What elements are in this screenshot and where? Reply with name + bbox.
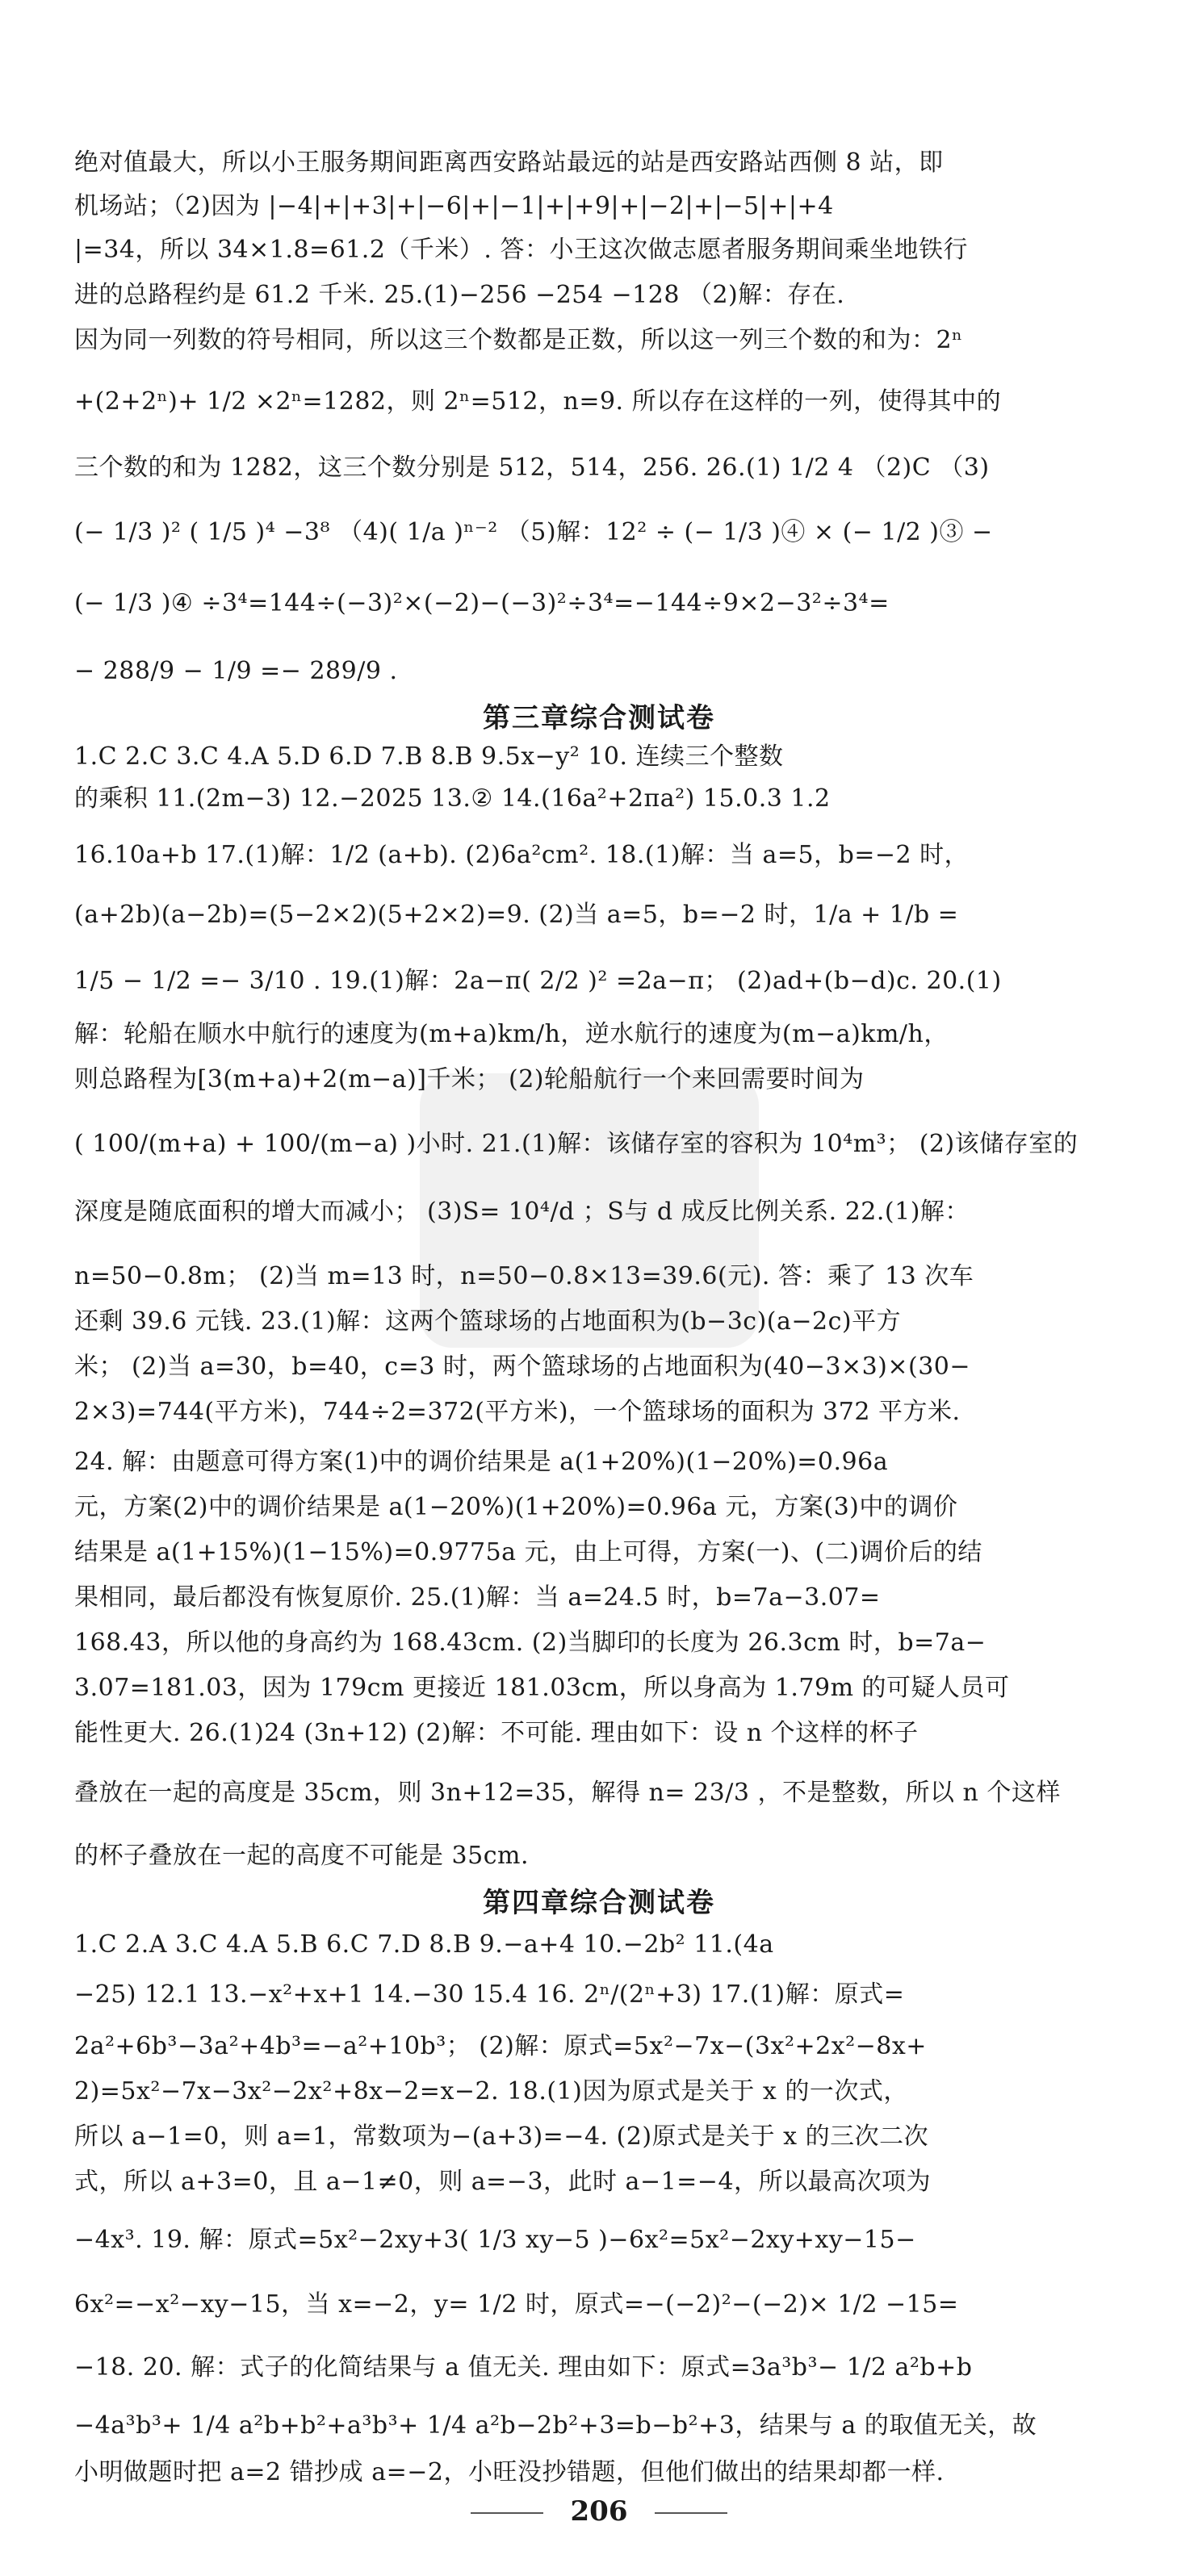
text-line: 元，方案(2)中的调价结果是 a(1−20%)(1+20%)=0.96a 元，方案(3)中的调价 <box>74 1493 958 1521</box>
text-line: 所以 a−1=0，则 a=1，常数项为−(a+3)=−4. (2)原式是关于 x 的三次二次 <box>74 2122 929 2151</box>
page-number: 206 <box>570 2495 628 2528</box>
text-line: (− 1/3 )④ ÷3⁴=144÷(−3)²×(−2)−(−3)²÷3⁴=−144÷9×2−3²÷3⁴= <box>74 589 890 617</box>
text-line: 米； (2)当 a=30，b=40，c=3 时，两个篮球场的占地面积为(40−3×3)×(30− <box>74 1353 971 1381</box>
footer-rule-right <box>655 2512 727 2514</box>
text-line: 1.C 2.A 3.C 4.A 5.B 6.C 7.D 8.B 9.−a+4 10.−2b² 11.(4a <box>74 1930 774 1959</box>
text-line: 168.43，所以他的身高约为 168.43cm. (2)当脚印的长度为 26.3cm 时，b=7a− <box>74 1629 986 1657</box>
text-line: 1.C 2.C 3.C 4.A 5.D 6.D 7.B 8.B 9.5x−y² 10. 连续三个整数 <box>74 742 784 771</box>
text-line: 2×3)=744(平方米)，744÷2=372(平方米)，一个篮球场的面积为 372 平方米. <box>74 1398 961 1426</box>
text-line: 式，所以 a+3=0，且 a−1≠0，则 a=−3，此时 a−1=−4，所以最高次项为 <box>74 2168 932 2196</box>
text-line: 叠放在一起的高度是 35cm，则 3n+12=35，解得 n= 23/3 ，不是整数，所以 n 个这样 <box>74 1779 1061 1807</box>
text-line: 结果是 a(1+15%)(1−15%)=0.9775a 元，由上可得，方案(一)、(二)调价后的结 <box>74 1538 982 1566</box>
text-line: 小明做题时把 a=2 错抄成 a=−2，小旺没抄错题，但他们做出的结果却都一样. <box>74 2458 945 2486</box>
text-line: 24. 解：由题意可得方案(1)中的调价结果是 a(1+20%)(1−20%)=0.96a <box>74 1448 889 1476</box>
text-line: 则总路程为[3(m+a)+2(m−a)]千米； (2)轮船航行一个来回需要时间为 <box>74 1065 865 1094</box>
text-line: 的乘积 11.(2m−3) 12.−2025 13.② 14.(16a²+2πa²) 15.0.3 1.2 <box>74 784 831 813</box>
text-line: 果相同，最后都没有恢复原价. 25.(1)解：当 a=24.5 时，b=7a−3.07= <box>74 1583 881 1612</box>
text-line: 6x²=−x²−xy−15，当 x=−2，y= 1/2 时，原式=−(−2)²−(−2)× 1/2 −15= <box>74 2290 959 2319</box>
text-line: 2a²+6b³−3a²+4b³=−a²+10b³； (2)解：原式=5x²−7x−(3x²+2x²−8x+ <box>74 2032 927 2060</box>
text-line: 深度是随底面积的增大而减小； (3)S= 10⁴/d ；S与 d 成反比例关系. 22.(1)解： <box>74 1198 970 1226</box>
text-line: 解：轮船在顺水中航行的速度为(m+a)km/h，逆水航行的速度为(m−a)km/h， <box>74 1020 949 1048</box>
section-heading-chapter4: 第四章综合测试卷 <box>483 1887 715 1919</box>
text-line: ( 100/(m+a) + 100/(m−a) )小时. 21.(1)解：该储存室的容积为 10⁴m³； (2)该储存室的 <box>74 1130 1079 1158</box>
text-line: 能性更大. 26.(1)24 (3n+12) (2)解：不可能. 理由如下：设 n 个这样的杯子 <box>74 1719 919 1747</box>
text-line: +(2+2ⁿ)+ 1/2 ×2ⁿ=1282，则 2ⁿ=512，n=9. 所以存在这样的一列，使得其中的 <box>74 387 1002 416</box>
text-line: 三个数的和为 1282，这三个数分别是 512，514，256. 26.(1) 1/2 4 （2)C （3) <box>74 454 990 482</box>
text-line: −4a³b³+ 1/4 a²b+b²+a³b³+ 1/4 a²b−2b²+3=b−b²+3，结果与 a 的取值无关，故 <box>74 2411 1037 2440</box>
text-line: 16.10a+b 17.(1)解：1/2 (a+b). (2)6a²cm². 18.(1)解：当 a=5，b=−2 时， <box>74 841 970 869</box>
text-line: 进的总路程约是 61.2 千米. 25.(1)−256 −254 −128 （2)解：存在. <box>74 281 845 309</box>
text-line: (− 1/3 )² ( 1/5 )⁴ −3⁸ （4)( 1/a )ⁿ⁻² （5)解：12² ÷ (− 1/3 )④ × (− 1/2 )③ − <box>74 518 993 546</box>
text-line: |=34，所以 34×1.8=61.2（千米）. 答：小王这次做志愿者服务期间乘坐地铁行 <box>74 236 968 264</box>
text-line: − 288/9 − 1/9 =− 289/9 . <box>74 657 398 685</box>
text-line: 因为同一列数的符号相同，所以这三个数都是正数，所以这一列三个数的和为：2ⁿ <box>74 326 963 354</box>
section-heading-chapter3: 第三章综合测试卷 <box>483 702 715 734</box>
text-line: 绝对值最大，所以小王服务期间距离西安路站最远的站是西安路站西侧 8 站，即 <box>74 148 944 177</box>
text-line: 的杯子叠放在一起的高度不可能是 35cm. <box>74 1842 529 1870</box>
text-line: (a+2b)(a−2b)=(5−2×2)(5+2×2)=9. (2)当 a=5，b=−2 时，1/a + 1/b = <box>74 901 959 929</box>
text-line: 还剩 39.6 元钱. 23.(1)解：这两个篮球场的占地面积为(b−3c)(a−2c)平方 <box>74 1307 902 1336</box>
text-line: 1/5 − 1/2 =− 3/10 . 19.(1)解：2a−π( 2/2 )² =2a−π； (2)ad+(b−d)c. 20.(1) <box>74 967 1002 995</box>
text-line: 机场站；（2)因为 |−4|+|+3|+|−6|+|−1|+|+9|+|−2|+|−5|+|+4 <box>74 192 834 220</box>
text-line: 3.07=181.03，因为 179cm 更接近 181.03cm，所以身高为 1.79m 的可疑人员可 <box>74 1674 1010 1702</box>
footer-rule-left <box>471 2512 543 2514</box>
text-line: −4x³. 19. 解：原式=5x²−2xy+3( 1/3 xy−5 )−6x²=5x²−2xy+xy−15− <box>74 2226 916 2254</box>
text-line: −18. 20. 解：式子的化简结果与 a 值无关. 理由如下：原式=3a³b³− 1/2 a²b+b <box>74 2353 973 2382</box>
text-line: −25) 12.1 13.−x²+x+1 14.−30 15.4 16. 2ⁿ/(2ⁿ+3) 17.(1)解：原式= <box>74 1980 905 2009</box>
page-footer <box>0 2495 1198 2528</box>
text-line: n=50−0.8m； (2)当 m=13 时，n=50−0.8×13=39.6(元). 答：乘了 13 次车 <box>74 1262 974 1290</box>
text-line: 2)=5x²−7x−3x²−2x²+8x−2=x−2. 18.(1)因为原式是关于 x 的一次式， <box>74 2077 908 2106</box>
